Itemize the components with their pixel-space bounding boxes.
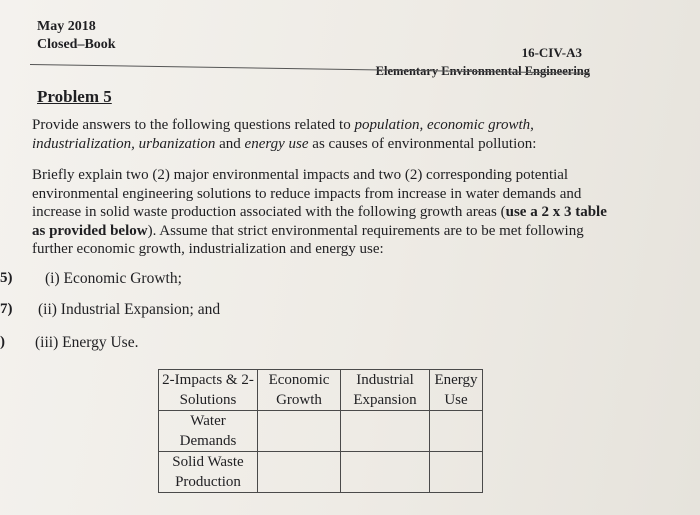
table-row <box>159 452 483 493</box>
table-header-cell: Economic Growth <box>258 370 341 411</box>
answer-cell <box>341 411 430 452</box>
row-label: Water Demands <box>159 411 258 452</box>
intro-emphasis-1: population, economic growth, industrialization, urbanization <box>32 117 534 152</box>
answer-cell <box>430 452 483 493</box>
table-header-cell: Energy Use <box>430 370 483 411</box>
table-row <box>159 411 483 452</box>
problem-title: Problem 5 <box>37 87 112 106</box>
row-label: Solid Waste Production <box>159 452 258 493</box>
course-title: Elementary Environmental Engineering <box>375 64 590 78</box>
table-header-cell: Industrial Expansion <box>341 370 430 411</box>
problem-intro <box>32 116 607 153</box>
body-text-2: ). Assume that strict environmental requirements are to be met following further economic growth, industrialization and energy use: <box>32 222 584 257</box>
header-left <box>37 18 116 54</box>
margin-mark: 5) <box>0 270 13 286</box>
intro-emphasis-2: energy use <box>244 135 309 152</box>
intro-text: Provide answers to the following questions related to <box>32 117 355 133</box>
intro-text-3: as causes of environmental pollution: <box>308 135 537 152</box>
margin-mark: ) <box>0 334 5 350</box>
list-item: (iii) Energy Use. <box>35 334 139 351</box>
answer-cell <box>258 452 341 493</box>
answer-table <box>158 369 483 493</box>
margin-mark: 7) <box>0 301 13 317</box>
exam-mode: Closed–Book <box>37 37 116 52</box>
list-item: (ii) Industrial Expansion; and <box>38 301 221 318</box>
problem-body <box>32 166 607 259</box>
exam-date: May 2018 <box>37 19 96 34</box>
list-item: (i) Economic Growth; <box>45 270 182 287</box>
body-text: Briefly explain two (2) major environmental impacts and two (2) corresponding potential environmental engineering solutions to reduce impacts from increase in water demands and increase in solid waste production associated with the following growth areas ( <box>32 167 582 220</box>
answer-cell <box>341 452 430 493</box>
course-code: 16-CIV-A3 <box>521 45 582 60</box>
table-header-row <box>159 370 483 411</box>
header-right <box>368 44 590 80</box>
body-bold: use a 2 x 3 table as provided below <box>32 204 607 239</box>
table-header-cell: 2-Impacts & 2-Solutions <box>159 370 258 411</box>
answer-cell <box>258 411 341 452</box>
answer-cell <box>430 411 483 452</box>
intro-text-2: and <box>215 135 245 152</box>
